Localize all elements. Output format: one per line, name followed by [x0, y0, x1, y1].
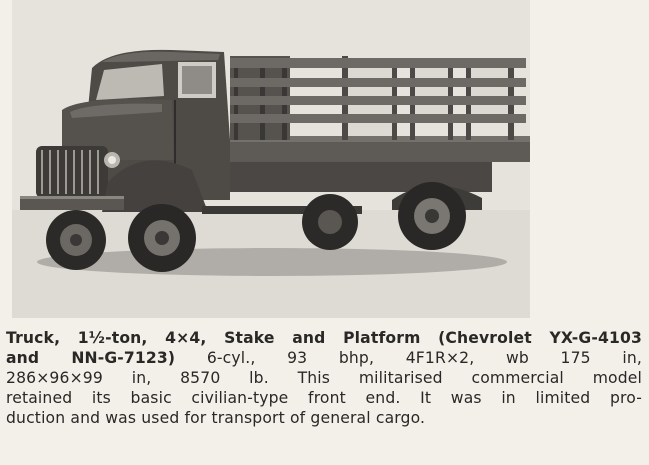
- caption-line-3: 286×96×99 in, 8570 lb. This militarised commercial model: [6, 369, 642, 387]
- truck-photo: [12, 0, 530, 318]
- rear-wheel: [398, 182, 466, 250]
- caption-specs: 6-cyl., 93 bhp, 4F1R×2, wb 175 in,: [175, 349, 643, 367]
- rear-wheel-inner: [302, 194, 358, 250]
- truck-illustration: [12, 0, 530, 318]
- caption-line-2: [6, 348, 642, 368]
- caption-heading-line-1: Truck, 1½-ton, 4×4, Stake and Platform (Chevrolet YX-G-4103: [6, 329, 642, 347]
- photo-caption: [6, 328, 642, 428]
- caption-heading-line-2: and NN-G-7123): [6, 349, 176, 367]
- caption-line-4: retained its basic civilian-type front end. It was in limited pro-: [6, 389, 642, 407]
- caption-line-5: duction and was used for transport of general cargo.: [6, 409, 426, 427]
- front-wheel-2: [128, 204, 196, 272]
- front-wheel: [46, 210, 106, 270]
